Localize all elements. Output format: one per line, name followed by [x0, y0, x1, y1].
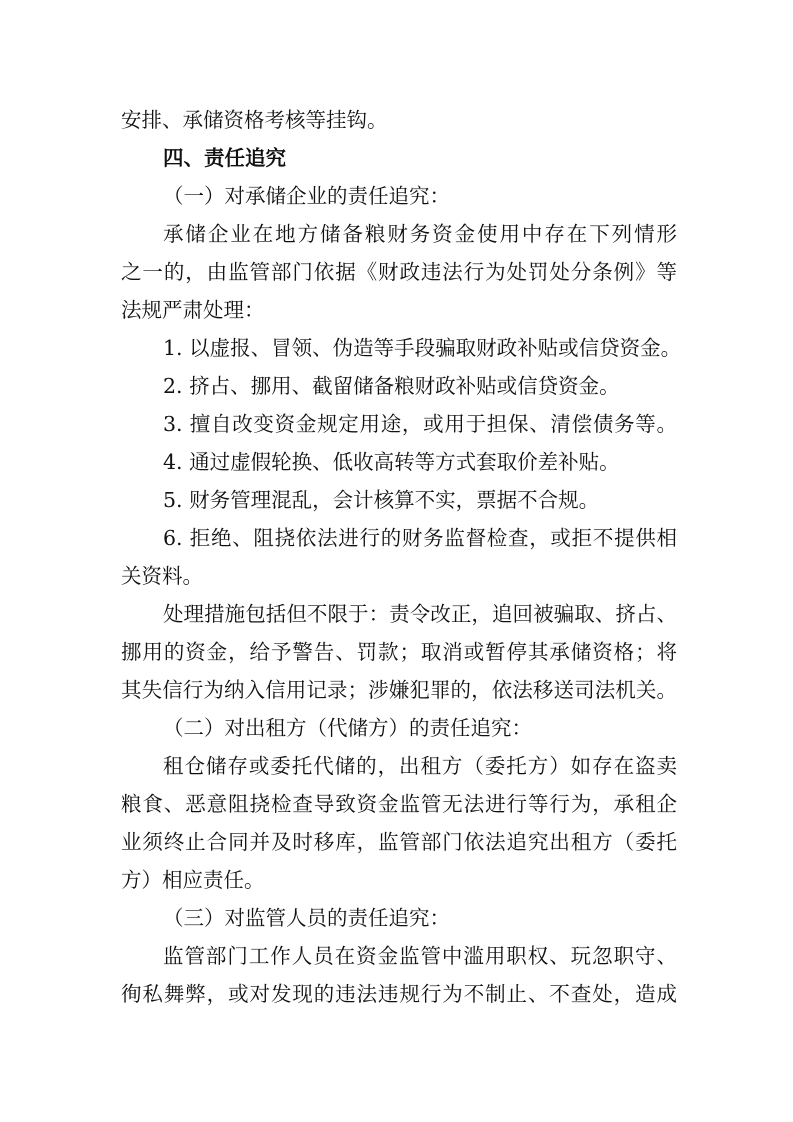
paragraph-line: 其失信行为纳入信用记录；涉嫌犯罪的，依法移送司法机关。 — [121, 678, 677, 702]
section-heading: 四、责任追究 — [163, 146, 286, 170]
list-item: 6. 拒绝、阻挠依法进行的财务监督检查，或拒不提供相 — [163, 526, 677, 550]
paragraph-line: 承储企业在地方储备粮财务资金使用中存在下列情形 — [163, 222, 677, 246]
list-item: 1. 以虚报、冒领、伪造等手段骗取财政补贴或信贷资金。 — [163, 336, 682, 360]
paragraph-line: 处理措施包括但不限于：责令改正，追回被骗取、挤占、 — [163, 602, 677, 626]
paragraph-line: 安排、承储资格考核等挂钩。 — [121, 108, 388, 132]
paragraph-line: 粮食、恶意阻挠检查导致资金监管无法进行等行为，承租企 — [121, 792, 677, 816]
paragraph-line: 徇私舞弊，或对发现的违法违规行为不制止、不查处，造成 — [121, 982, 677, 1006]
subsection-heading: （一）对承储企业的责任追究： — [163, 184, 450, 208]
list-item: 4. 通过虚假轮换、低收高转等方式套取价差补贴。 — [163, 450, 620, 474]
list-item: 3. 擅自改变资金规定用途，或用于担保、清偿债务等。 — [163, 412, 677, 436]
paragraph-line: 法规严肃处理： — [121, 298, 265, 322]
subsection-heading: （三）对监管人员的责任追究： — [163, 906, 450, 930]
paragraph-line: 租仓储存或委托代储的，出租方（委托方）如存在盗卖 — [163, 754, 677, 778]
list-item: 2. 挤占、挪用、截留储备粮财政补贴或信贷资金。 — [163, 374, 620, 398]
paragraph-line: 方）相应责任。 — [121, 868, 265, 892]
paragraph-line: 监管部门工作人员在资金监管中滥用职权、玩忽职守、 — [163, 944, 677, 968]
paragraph-line: 关资料。 — [121, 564, 203, 588]
paragraph-line: 挪用的资金，给予警告、罚款；取消或暂停其承储资格；将 — [121, 640, 677, 664]
paragraph-line: 之一的，由监管部门依据《财政违法行为处罚处分条例》等 — [121, 260, 677, 284]
paragraph-line: 业须终止合同并及时移库，监管部门依法追究出租方（委托 — [121, 830, 677, 854]
list-item: 5. 财务管理混乱，会计核算不实，票据不合规。 — [163, 488, 600, 512]
subsection-heading: （二）对出租方（代储方）的责任追究： — [163, 716, 532, 740]
